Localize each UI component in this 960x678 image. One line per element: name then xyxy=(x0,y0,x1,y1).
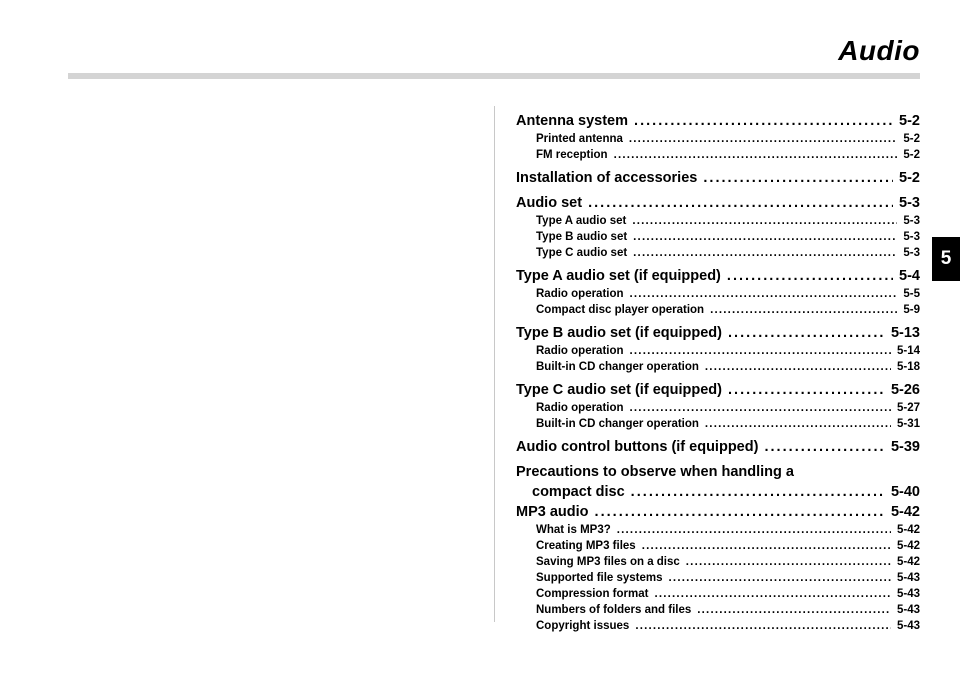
toc-entry-title: Compact disc player operation xyxy=(536,304,705,316)
dot-leader xyxy=(631,482,885,502)
toc-entry-continuation xyxy=(516,482,920,502)
toc-entry-type-b[interactable] xyxy=(516,323,920,343)
toc-entry-title: Radio operation xyxy=(536,345,624,357)
dot-leader xyxy=(764,437,885,457)
dot-leader xyxy=(633,229,897,245)
toc-entry-mp3-audio[interactable] xyxy=(516,502,920,522)
toc-entry-title: Radio operation xyxy=(536,402,624,414)
toc-entry-page: 5-13 xyxy=(890,325,920,341)
toc-entry-page: 5-5 xyxy=(903,288,920,300)
toc-entry-page: 5-43 xyxy=(896,588,920,600)
dot-leader xyxy=(642,538,891,554)
toc-entry-title: Supported file systems xyxy=(536,572,663,584)
toc-entry-title: Radio operation xyxy=(536,288,624,300)
toc-entry-precautions[interactable] xyxy=(516,462,920,502)
dot-leader xyxy=(629,131,897,147)
toc-entry-page: 5-2 xyxy=(903,133,920,145)
dot-leader xyxy=(633,245,897,261)
toc-entry-page: 5-42 xyxy=(890,504,920,520)
toc-entry-page: 5-18 xyxy=(896,361,920,373)
toc-subentry-folders-files[interactable] xyxy=(516,602,920,618)
chapter-title: Audio xyxy=(838,35,920,66)
toc-entry-page: 5-4 xyxy=(899,268,920,284)
toc-entry-title: Printed antenna xyxy=(536,133,623,145)
toc-entry-page: 5-31 xyxy=(896,418,920,430)
toc-entry-title: Antenna system xyxy=(516,113,629,129)
toc-subentry-type-b-cd[interactable] xyxy=(516,359,920,375)
toc-entry-page: 5-3 xyxy=(899,195,920,211)
dot-leader xyxy=(635,618,891,634)
toc-entry-title: Type C audio set xyxy=(536,247,628,259)
toc-subentry-printed-antenna[interactable] xyxy=(516,131,920,147)
toc-entry-page: 5-42 xyxy=(896,524,920,536)
dot-leader xyxy=(654,586,891,602)
dot-leader xyxy=(705,359,891,375)
dot-leader xyxy=(705,416,891,432)
toc-subentry-type-b-audio-set[interactable] xyxy=(516,229,920,245)
toc-entry-page: 5-40 xyxy=(890,484,920,500)
dot-leader xyxy=(727,266,893,286)
dot-leader xyxy=(710,302,897,318)
toc-entry-title: Copyright issues xyxy=(536,620,630,632)
toc-entry-title: Type A audio set xyxy=(536,215,627,227)
dot-leader xyxy=(614,147,898,163)
toc-entry-title: Creating MP3 files xyxy=(536,540,636,552)
toc-entry-type-a[interactable] xyxy=(516,266,920,286)
toc-entry-title: Installation of accessories xyxy=(516,170,698,186)
dot-leader xyxy=(703,168,893,188)
toc-subentry-type-c-audio-set[interactable] xyxy=(516,245,920,261)
toc-entry-title: FM reception xyxy=(536,149,608,161)
dot-leader xyxy=(588,193,893,213)
toc-entry-title: Type A audio set (if equipped) xyxy=(516,268,721,284)
toc-subentry-copyright[interactable] xyxy=(516,618,920,634)
toc-entry-page: 5-43 xyxy=(896,572,920,584)
toc-entry-title: Audio set xyxy=(516,195,583,211)
dot-leader xyxy=(617,522,891,538)
toc-entry-antenna-system[interactable] xyxy=(516,111,920,131)
toc-entry-page: 5-26 xyxy=(890,382,920,398)
toc-entry-title: Compression format xyxy=(536,588,649,600)
toc-subentry-compression[interactable] xyxy=(516,586,920,602)
toc-entry-title: Type C audio set (if equipped) xyxy=(516,382,722,398)
toc-entry-page: 5-39 xyxy=(890,439,920,455)
toc-entry-title: Precautions to observe when handling a xyxy=(516,464,794,480)
toc-entry-title-continued: compact disc xyxy=(532,484,625,500)
toc-entry-title: Type B audio set (if equipped) xyxy=(516,325,722,341)
toc-entry-page: 5-3 xyxy=(903,247,920,259)
column-divider xyxy=(494,106,495,622)
header-rule xyxy=(68,73,920,79)
chapter-tab[interactable]: 5 xyxy=(932,237,960,281)
toc-entry-page: 5-2 xyxy=(903,149,920,161)
toc-subentry-fm-reception[interactable] xyxy=(516,147,920,163)
toc-entry-title: Audio control buttons (if equipped) xyxy=(516,439,759,455)
toc-entry-installation[interactable] xyxy=(516,168,920,188)
toc-entry-title: Built-in CD changer operation xyxy=(536,361,699,373)
toc-entry-control-buttons[interactable] xyxy=(516,437,920,457)
toc-entry-type-c[interactable] xyxy=(516,380,920,400)
toc-entry-title: MP3 audio xyxy=(516,504,589,520)
dot-leader xyxy=(632,213,897,229)
dot-leader xyxy=(630,343,891,359)
toc-entry-page: 5-2 xyxy=(899,170,920,186)
toc-entry-title: What is MP3? xyxy=(536,524,611,536)
toc-entry-page: 5-14 xyxy=(896,345,920,357)
toc-entry-audio-set[interactable] xyxy=(516,193,920,213)
toc-subentry-type-b-radio[interactable] xyxy=(516,343,920,359)
table-of-contents xyxy=(516,111,920,634)
toc-subentry-type-a-audio-set[interactable] xyxy=(516,213,920,229)
toc-subentry-type-a-radio[interactable] xyxy=(516,286,920,302)
dot-leader xyxy=(728,323,885,343)
toc-entry-page: 5-3 xyxy=(903,231,920,243)
toc-entry-page: 5-43 xyxy=(896,604,920,616)
toc-entry-page: 5-2 xyxy=(899,113,920,129)
dot-leader xyxy=(697,602,891,618)
dot-leader xyxy=(630,400,891,416)
toc-subentry-what-is-mp3[interactable] xyxy=(516,522,920,538)
dot-leader xyxy=(634,111,893,131)
toc-subentry-type-c-cd[interactable] xyxy=(516,416,920,432)
toc-subentry-file-systems[interactable] xyxy=(516,570,920,586)
toc-entry-title: Built-in CD changer operation xyxy=(536,418,699,430)
toc-entry-page: 5-42 xyxy=(896,556,920,568)
toc-entry-title: Numbers of folders and files xyxy=(536,604,692,616)
toc-subentry-type-a-cd[interactable] xyxy=(516,302,920,318)
toc-entry-title: Type B audio set xyxy=(536,231,628,243)
toc-subentry-creating-mp3[interactable] xyxy=(516,538,920,554)
toc-entry-page: 5-3 xyxy=(903,215,920,227)
toc-entry-page: 5-42 xyxy=(896,540,920,552)
toc-subentry-type-c-radio[interactable] xyxy=(516,400,920,416)
dot-leader xyxy=(595,502,885,522)
toc-entry-page: 5-9 xyxy=(903,304,920,316)
dot-leader xyxy=(630,286,898,302)
toc-subentry-saving-mp3[interactable] xyxy=(516,554,920,570)
toc-entry-page: 5-43 xyxy=(896,620,920,632)
dot-leader xyxy=(728,380,885,400)
toc-entry-title: Saving MP3 files on a disc xyxy=(536,556,680,568)
toc-entry-page: 5-27 xyxy=(896,402,920,414)
dot-leader xyxy=(686,554,891,570)
dot-leader xyxy=(669,570,891,586)
